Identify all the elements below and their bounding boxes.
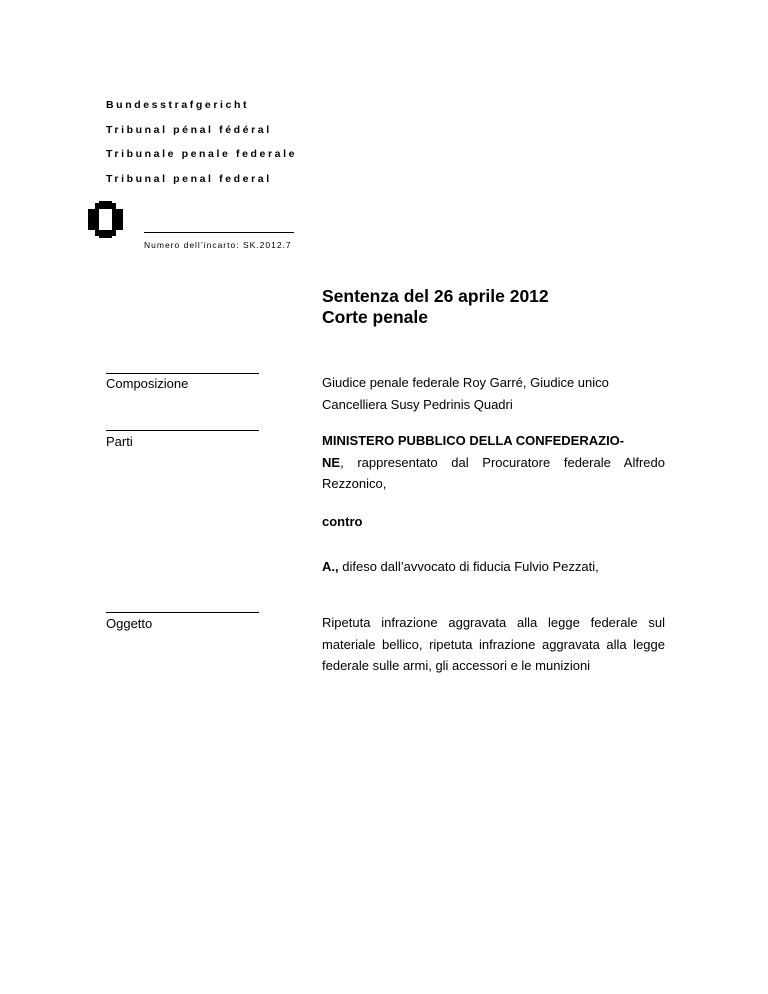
- defendant-details: difeso dall’avvocato di fiducia Fulvio Pezzati,: [338, 559, 599, 574]
- composizione-line-1: Giudice penale federale Roy Garré, Giudice unico: [322, 375, 609, 390]
- defendant-name: A.,: [322, 559, 339, 574]
- oggetto-label: Oggetto: [106, 616, 153, 631]
- oggetto-rule: [106, 612, 259, 613]
- court-name-fr: Tribunal pénal fédéral: [106, 123, 272, 136]
- parti-plaintiff: [322, 430, 665, 495]
- court-name-it: Tribunale penale federale: [106, 148, 298, 160]
- case-number-rule: [144, 232, 294, 233]
- parti-label: Parti: [106, 434, 133, 449]
- composizione-line-2: Cancelliera Susy Pedrinis Quadri: [322, 396, 513, 412]
- composizione-rule: [106, 373, 259, 374]
- title-line-1: Sentenza del 26 aprile 2012: [322, 286, 549, 306]
- title-line-2: Corte penale: [322, 307, 428, 327]
- court-names: [106, 98, 297, 196]
- parti-defendant: [322, 556, 665, 578]
- swiss-cross-logo-icon: [88, 201, 123, 238]
- plaintiff-details: , rappresentato dal Procuratore federale Alfredo Rezzonico,: [322, 454, 665, 491]
- case-number: Numero dell’incarto: SK.2012.7: [144, 240, 292, 250]
- plaintiff-name-1: MINISTERO PUBBLICO DELLA CONFEDERAZIO-: [322, 433, 625, 448]
- document-title: [322, 286, 549, 328]
- composizione-label: Composizione: [106, 376, 189, 391]
- contro-label: contro: [322, 514, 363, 529]
- court-name-rm: Tribunal penal federal: [106, 172, 272, 185]
- parti-rule: [106, 430, 259, 431]
- plaintiff-name-2: NE: [322, 454, 341, 470]
- composizione-content: [322, 372, 665, 415]
- court-name-de: Bundesstrafgericht: [106, 99, 250, 111]
- oggetto-text: Ripetuta infrazione aggravata alla legge federale sul materiale bellico, ripetuta infrazione aggravata alla legge federale sulle armi, gli accessori e le munizioni: [322, 615, 665, 673]
